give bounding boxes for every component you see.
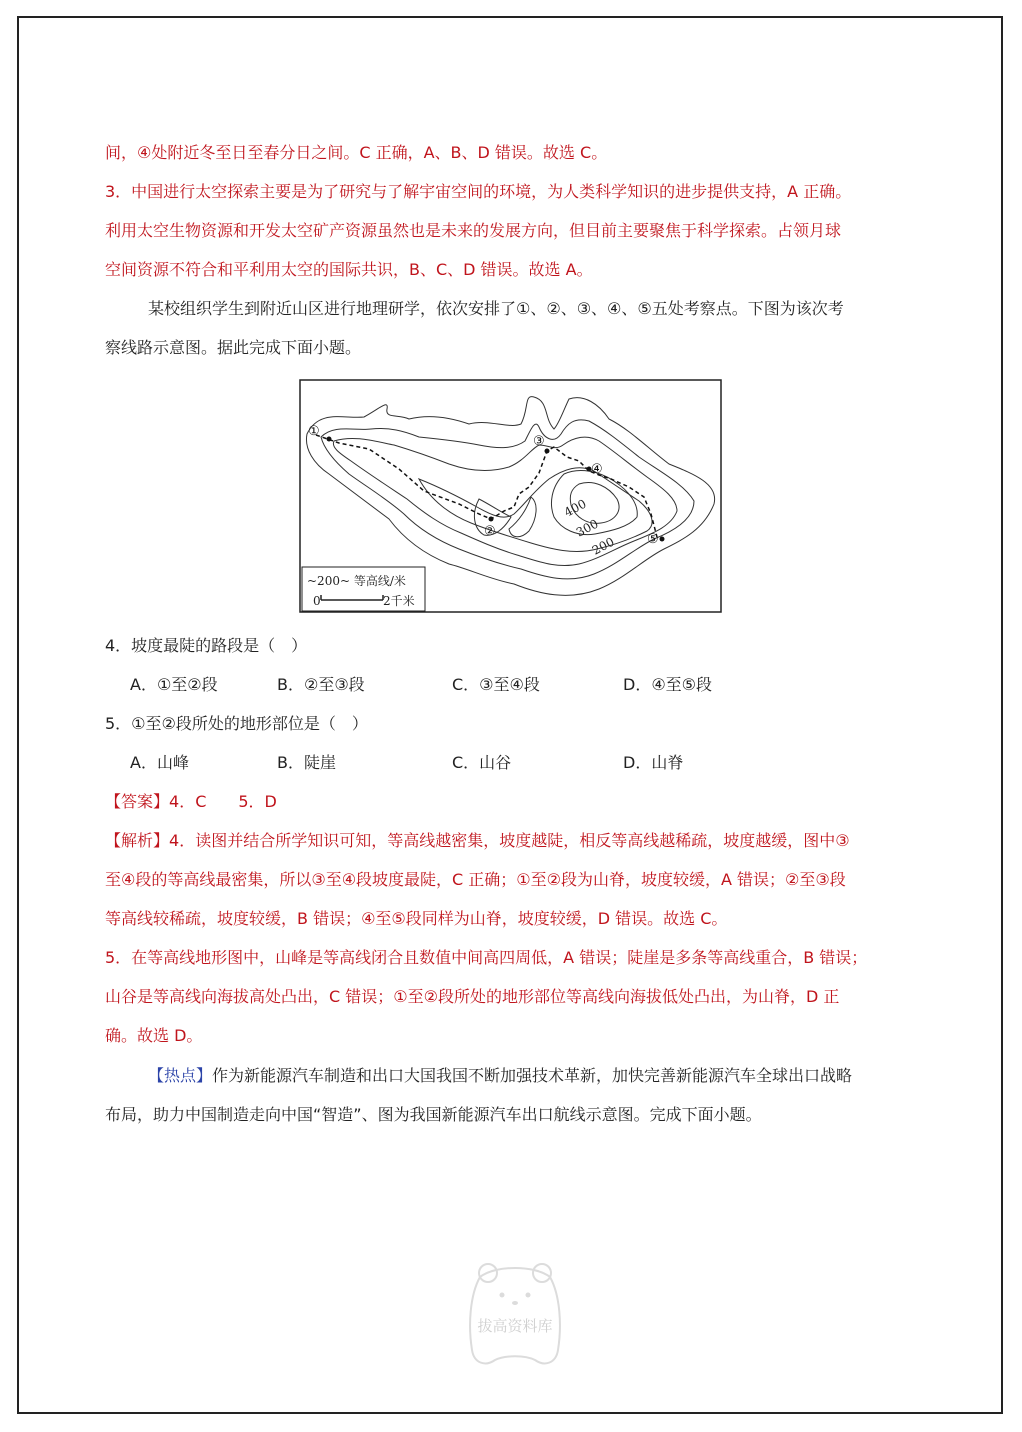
legend-contour: ~200~ 等高线/米 [307,574,406,588]
watermark-text: 拔高资料库 [477,1317,553,1335]
q4-option-b[interactable]: B．②至③段 [277,675,365,694]
hot-topic-line: 布局，助力中国制造走向中国“智造”、图为我国新能源汽车出口航线示意图。完成下面小题。 [105,1105,762,1124]
question-intro: 某校组织学生到附近山区进行地理研学，依次安排了①、②、③、④、⑤五处考察点。下图为该次考 [148,299,844,318]
point-2-marker [489,517,494,522]
bear-watermark [450,1255,580,1375]
contour-map [299,379,722,613]
point-1-label: ① [308,424,320,439]
point-5-marker [660,537,665,542]
scale-zero: 0 [313,594,321,608]
contour-label-400: 400 [561,496,589,520]
analysis-line: 5．在等高线地形图中，山峰是等高线闭合且数值中间高四周低，A 错误；陡崖是多条等高线重合，B 错误； [105,948,868,967]
analysis-line: 3．中国进行太空探索主要是为了研究与了解宇宙空间的环境，为人类科学知识的进步提供支持，A 正确。 [105,182,852,201]
answer-tag: 【答案】 [105,792,170,811]
q5-option-d[interactable]: D．山脊 [623,753,684,772]
point-1-marker [327,437,332,442]
q5-option-b[interactable]: B．陡崖 [277,753,336,772]
analysis-line: 山谷是等高线向海拔高处凸出，C 错误；①至②段所处的地形部位等高线向海拔低处凸出，为山脊，D 正 [105,987,840,1006]
point-3-label: ③ [533,434,545,449]
analysis-tag: 【解析】 [105,831,170,850]
answer-line [105,792,277,812]
q5-option-c[interactable]: C．山谷 [452,753,512,772]
question-4-stem: 4．坡度最陡的路段是（ ） [105,636,308,655]
analysis-line: 至④段的等高线最密集，所以③至④段坡度最陡，C 正确；①至②段为山脊，坡度较缓，A 错误；②至③段 [105,870,846,889]
contour-label-200: 200 [589,534,617,558]
question-5-stem: 5．①至②段所处的地形部位是（ ） [105,714,368,733]
question-intro: 察线路示意图。据此完成下面小题。 [105,338,362,357]
answer-text: 4．C 5．D [169,792,277,811]
point-2-label: ② [484,524,496,539]
map-legend [302,567,425,611]
analysis-line: 间，④处附近冬至日至春分日之间。C 正确，A、B、D 错误。故选 C。 [105,143,608,162]
analysis-line: 确。故选 D。 [105,1026,203,1045]
analysis-line: 【解析】4．读图并结合所学知识可知，等高线越密集，坡度越陡，相反等高线越稀疏，坡度越缓，图中③ [105,831,850,850]
analysis-line: 空间资源不符合和平利用太空的国际共识，B、C、D 错误。故选 A。 [105,260,593,279]
analysis-line: 等高线较稀疏，坡度较缓，B 错误；④至⑤段同样为山脊，坡度较缓，D 错误。故选 C。 [105,909,728,928]
point-4-label: ④ [591,462,603,477]
point-5-label: ⑤ [647,532,659,547]
q4-option-d[interactable]: D．④至⑤段 [623,675,713,694]
q5-option-a[interactable]: A．山峰 [130,753,189,772]
scale-end: 2千米 [383,594,415,608]
hot-topic-line: 【热点】作为新能源汽车制造和出口大国我国不断加强技术革新，加快完善新能源汽车全球出口战略 [148,1066,853,1085]
q4-option-c[interactable]: C．③至④段 [452,675,540,694]
hot-tag: 【热点】 [148,1066,213,1085]
point-3-marker [545,449,550,454]
q4-option-a[interactable]: A．①至②段 [130,675,218,694]
contour-label-300: 300 [573,516,601,540]
analysis-line: 利用太空生物资源和开发太空矿产资源虽然也是未来的发展方向，但目前主要聚焦于科学探索。占领月球 [105,221,842,240]
